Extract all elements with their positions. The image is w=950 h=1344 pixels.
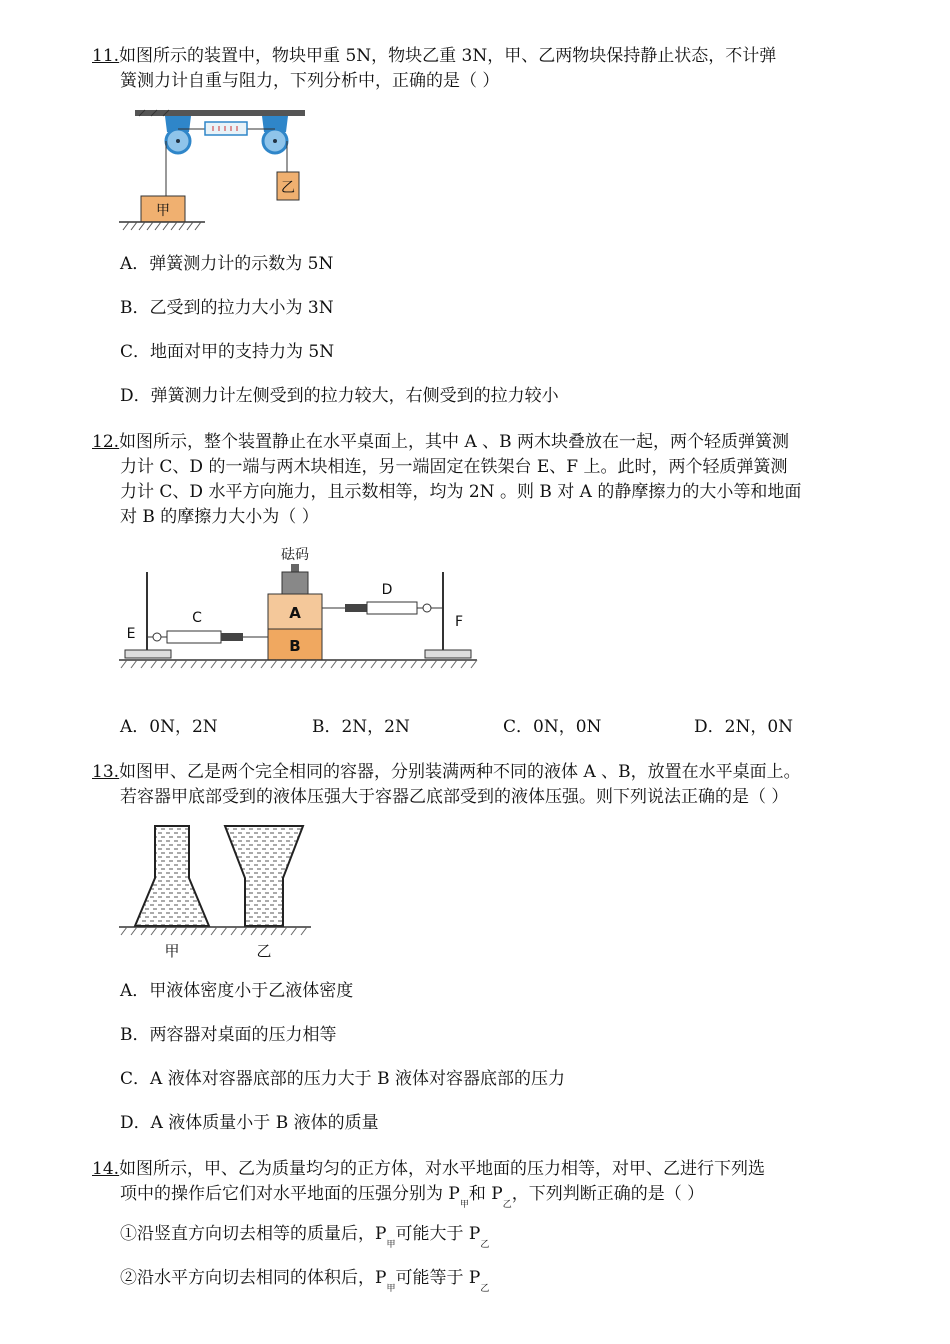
- q13-number: 13.: [92, 762, 120, 782]
- spring-scale-c: [167, 631, 221, 643]
- container-jia: [135, 826, 209, 926]
- label-yi: 乙: [256, 942, 272, 960]
- stand-e-base: [125, 650, 171, 658]
- weight-knob: [291, 564, 299, 572]
- spring-d-hook: [345, 604, 367, 612]
- q11-figure: [117, 108, 313, 232]
- label-e: E: [126, 626, 136, 642]
- spring-scale-d: [367, 602, 417, 614]
- q12-number: 12.: [92, 432, 120, 452]
- q11-line2: 簧测力计自重与阻力，下列分析中，正确的是（ ）: [120, 71, 500, 91]
- label-jia: 甲: [164, 942, 180, 960]
- q14-item1[interactable]: ①沿竖直方向切去相等的质量后，$P_甲$可能大于 $P_乙$: [120, 1224, 490, 1250]
- q11-number: 11.: [92, 46, 120, 66]
- container-yi: [225, 826, 303, 926]
- q12-option-a[interactable]: A．0N，2N: [120, 717, 218, 737]
- q14-line2: 项中的操作后它们对水平地面的压强分别为 $P_甲$和 $P_乙$，下列判断正确的是（ ）: [120, 1184, 705, 1210]
- q14-item2[interactable]: ②沿水平方向切去相同的体积后，$P_甲$可能等于 $P_乙$: [120, 1268, 490, 1294]
- label-b: B: [289, 637, 301, 655]
- stand-f-base: [425, 650, 471, 658]
- q11-option-a[interactable]: A．弹簧测力计的示数为 5N: [120, 254, 334, 274]
- q12-line1: 12.如图所示，整个装置静止在水平桌面上，其中 A 、B 两木块叠放在一起，两个轻质弹簧测: [92, 432, 790, 452]
- q12-figure: [117, 542, 479, 672]
- q14-number: 14.: [92, 1159, 120, 1179]
- q12-line2: 力计 C、D 的一端与两木块相连，另一端固定在铁架台 E、F 上。此时，两个轻质弹簧测: [120, 457, 788, 477]
- q12-option-d[interactable]: D．2N，0N: [694, 717, 794, 737]
- q13-option-b[interactable]: B．两容器对桌面的压力相等: [120, 1025, 337, 1045]
- label-d: D: [381, 582, 393, 598]
- weight-label: 砝码: [281, 547, 309, 563]
- q13-line1: 13.如图甲、乙是两个完全相同的容器，分别装满两种不同的液体 A 、B，放置在水平桌面上。: [92, 762, 801, 782]
- spring-scale: [205, 122, 247, 135]
- q11-option-d[interactable]: D．弹簧测力计左侧受到的拉力较大，右侧受到的拉力较小: [120, 386, 559, 406]
- q11-option-c[interactable]: C．地面对甲的支持力为 5N: [120, 342, 335, 362]
- q12-option-c[interactable]: C．0N，0N: [503, 717, 602, 737]
- q12-line3: 力计 C、D 水平方向施力，且示数相等，均为 2N 。则 B 对 A 的静摩擦力的大小等和地面: [120, 482, 802, 502]
- label-c: C: [192, 610, 202, 626]
- label-a: A: [289, 604, 301, 622]
- q13-line2: 若容器甲底部受到的液体压强大于容器乙底部受到的液体压强。则下列说法正确的是（ ）: [120, 787, 789, 807]
- q11-option-b[interactable]: B．乙受到的拉力大小为 3N: [120, 298, 334, 318]
- q13-option-d[interactable]: D．A 液体质量小于 B 液体的质量: [120, 1113, 379, 1133]
- q14-line1: 14.如图所示，甲、乙为质量均匀的正方体，对水平地面的压力相等，对甲、乙进行下列选: [92, 1159, 766, 1179]
- q13-option-c[interactable]: C．A 液体对容器底部的压力大于 B 液体对容器底部的压力: [120, 1069, 565, 1089]
- q12-option-b[interactable]: B．2N，2N: [312, 717, 410, 737]
- label-f: F: [454, 614, 464, 630]
- q11-line1: 11.如图所示的装置中，物块甲重 5N，物块乙重 3N，甲、乙两物块保持静止状态，不计弹: [92, 46, 777, 66]
- ceiling: [135, 110, 305, 116]
- label-jia: 甲: [156, 203, 170, 219]
- weight: [282, 572, 308, 594]
- q13-option-a[interactable]: A．甲液体密度小于乙液体密度: [120, 981, 354, 1001]
- q13-figure: [117, 822, 313, 964]
- q12-line4: 对 B 的摩擦力大小为（ ）: [120, 507, 319, 527]
- spring-c-hook: [221, 633, 243, 641]
- label-yi: 乙: [281, 180, 295, 196]
